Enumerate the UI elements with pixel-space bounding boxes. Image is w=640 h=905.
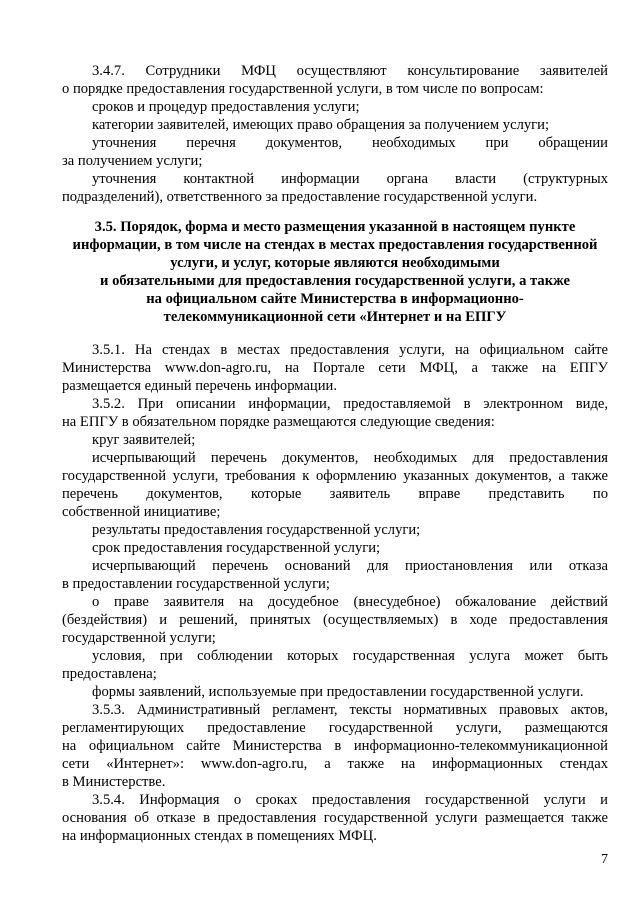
text-line: за получением услуги; (62, 153, 203, 169)
text-line: Министерства www.don-agro.ru, на Портале сети МФЦ, а также на ЕПГУ (62, 360, 608, 376)
text-line: в Министерстве. (62, 774, 166, 790)
text-line: исчерпывающий перечень оснований для приостановления или отказа (92, 558, 608, 574)
page-number: 7 (601, 852, 608, 867)
heading-line: услуги, и услуг, которые являются необходимыми (170, 255, 500, 271)
text-line: сети «Интернет»: www.don-agro.ru, а также на информационных стендах (62, 756, 608, 772)
heading-line: информации, в том числе на стендах в местах предоставления государственной (72, 237, 598, 253)
text-line: 3.5.1. На стендах в местах предоставления услуги, на официальном сайте (92, 342, 608, 358)
heading-line: 3.5. Порядок, форма и место размещения указанной в настоящем пункте (94, 219, 576, 235)
text-line: на информационных стендах в помещениях МФЦ. (62, 828, 377, 844)
text-line: категории заявителей, имеющих право обращения за получением услуги; (92, 117, 550, 133)
text-line: 3.5.2. При описании информации, предоставляемой в электронном виде, (92, 396, 608, 412)
text-line: сроков и процедур предоставления услуги; (92, 99, 360, 115)
text-line: уточнения перечня документов, необходимых при обращении (92, 135, 608, 151)
text-line: о порядке предоставления государственной услуги, в том числе по вопросам: (62, 81, 544, 97)
text-line: на официальном сайте Министерства в информационно-телекоммуникационной (62, 738, 608, 754)
text-line: условия, при соблюдении которых государственная услуга может быть (92, 648, 608, 664)
text-line: (бездействия) и решений, принятых (осуществляемых) в ходе предоставления (62, 612, 608, 628)
text-line: перечень документов, которые заявитель вправе представить по (62, 486, 608, 502)
text-line: круг заявителей; (92, 432, 196, 448)
text-line: о праве заявителя на досудебное (внесудебное) обжалование действий (92, 594, 608, 610)
text-line: в предоставлении государственной услуги; (62, 576, 330, 592)
text-line: срок предоставления государственной услуги; (92, 540, 381, 556)
text-line: основания об отказе в предоставления государственной услуги размещается также (62, 810, 608, 826)
text-line: 3.5.4. Информация о сроках предоставления государственной услуги и (92, 792, 608, 808)
text-line: исчерпывающий перечень документов, необходимых для предоставления (92, 450, 608, 466)
text-line: уточнения контактной информации органа власти (структурных (92, 171, 608, 187)
text-line: государственной услуги, требования к оформлению указанных документов, а также (62, 468, 608, 484)
text-line: 3.4.7. Сотрудники МФЦ осуществляют консультирование заявителей (92, 63, 608, 79)
text-line: на ЕПГУ в обязательном порядке размещаются следующие сведения: (62, 414, 495, 430)
text-line: регламентирующих предоставление государственной услуги, размещаются (62, 720, 608, 736)
heading-line: на официальном сайте Министерства в информационно- (146, 291, 524, 307)
text-line: формы заявлений, используемые при предоставлении государственной услуги. (92, 684, 584, 700)
text-line: результаты предоставления государственной услуги; (92, 522, 421, 538)
heading-line: телекоммуникационной сети «Интернет и на ЕПГУ (163, 309, 507, 325)
heading-line: и обязательными для предоставления государственной услуги, а также (100, 273, 570, 289)
text-line: подразделений), ответственного за предоставление государственной услуги. (62, 189, 538, 205)
text-line: 3.5.3. Административный регламент, тексты нормативных правовых актов, (92, 702, 608, 718)
text-line: размещается единый перечень информации. (62, 378, 337, 394)
text-line: собственной инициативе; (62, 504, 221, 520)
text-line: государственной услуги; (62, 630, 216, 646)
text-line: предоставлена; (62, 666, 157, 682)
